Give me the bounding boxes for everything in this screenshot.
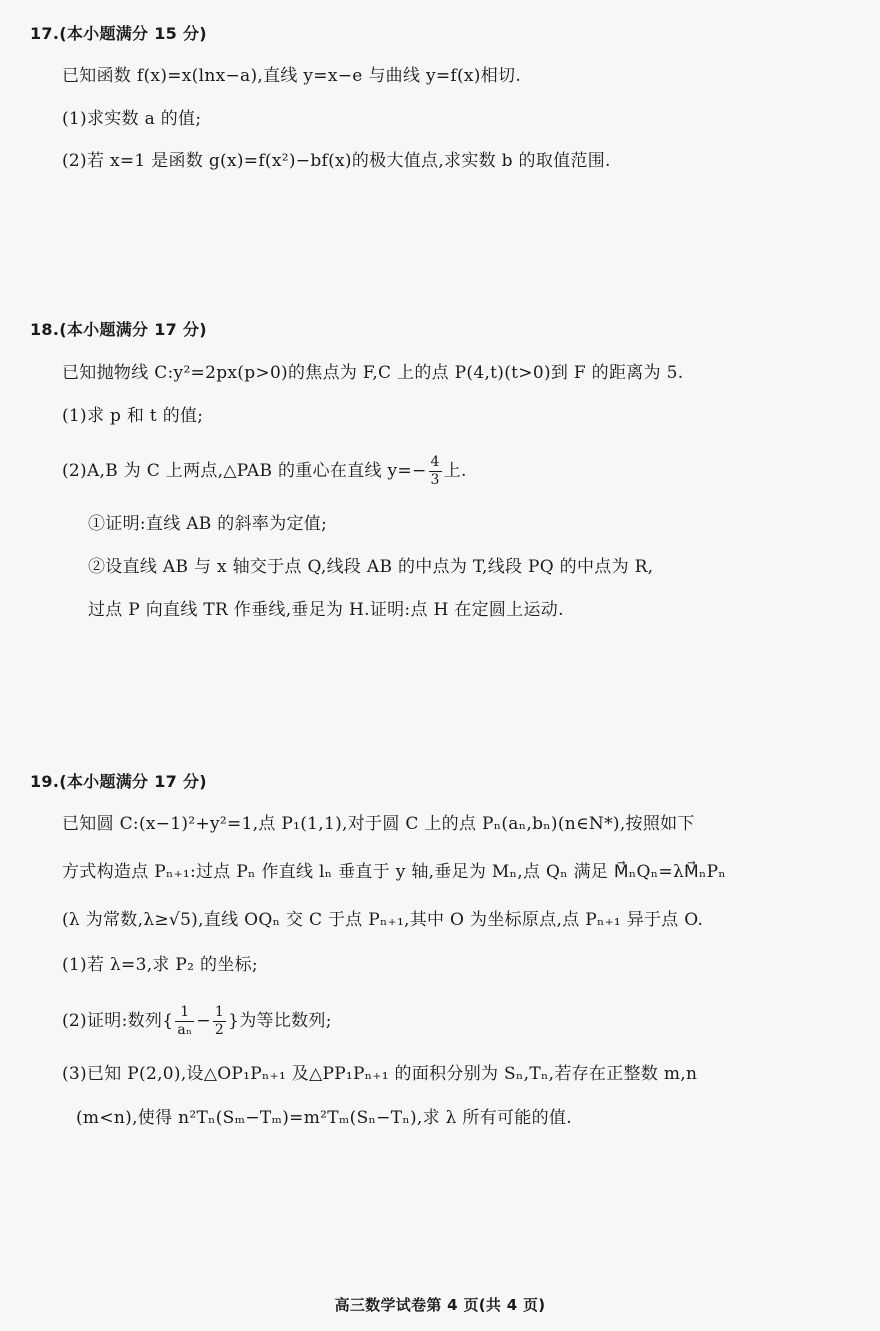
q18-part2-fraction <box>429 454 442 489</box>
q18-part2 <box>62 454 467 489</box>
q18-stem: 已知抛物线 C:y²=2px(p>0)的焦点为 F,C 上的点 P(4,t)(t>0)到 F 的距离为 5. <box>62 363 684 383</box>
q17-part2: (2)若 x=1 是函数 g(x)=f(x²)−bf(x)的极大值点,求实数 b 的取值范围. <box>62 151 611 171</box>
q19-part2-post: }为等比数列; <box>228 1011 332 1031</box>
q19-part3-line1: (3)已知 P(2,0),设△OP₁Pₙ₊₁ 及△PP₁Pₙ₊₁ 的面积分别为 Sₙ,Tₙ,若存在正整数 m,n <box>62 1064 698 1084</box>
q17-heading: 17.(本小题满分 15 分) <box>30 24 207 43</box>
fraction-numerator: 4 <box>430 454 440 470</box>
fraction-numerator: 1 <box>175 1004 194 1022</box>
q19-stem-line3: (λ 为常数,λ≥√5),直线 OQₙ 交 C 于点 Pₙ₊₁,其中 O 为坐标原点,点 Pₙ₊₁ 异于点 O. <box>62 910 704 930</box>
fraction-denominator: 2 <box>214 1022 225 1038</box>
q18-heading: 18.(本小题满分 17 分) <box>30 320 207 339</box>
q18-sub1: ①证明:直线 AB 的斜率为定值; <box>88 514 328 534</box>
q19-heading: 19.(本小题满分 17 分) <box>30 772 207 791</box>
q19-part1: (1)若 λ=3,求 P₂ 的坐标; <box>62 955 258 975</box>
q18-sub2-line2: 过点 P 向直线 TR 作垂线,垂足为 H.证明:点 H 在定圆上运动. <box>88 600 564 620</box>
q19-stem-line1: 已知圆 C:(x−1)²+y²=1,点 P₁(1,1),对于圆 C 上的点 Pₙ(aₙ,bₙ)(n∈N*),按照如下 <box>62 814 695 834</box>
q19-part2-fraction2 <box>213 1004 226 1039</box>
q19-part3-line2: (m<n),使得 n²Tₙ(Sₘ−Tₘ)=m²Tₘ(Sₙ−Tₙ),求 λ 所有可能的值. <box>76 1108 572 1128</box>
q18-part2-pre: (2)A,B 为 C 上两点,△PAB 的重心在直线 y=− <box>62 461 427 481</box>
q19-part2-pre: (2)证明:数列{ <box>62 1011 174 1031</box>
fraction-denominator: 3 <box>430 472 440 488</box>
q18-part2-post: 上. <box>443 461 467 481</box>
fraction-numerator: 1 <box>214 1004 225 1020</box>
q17-part1: (1)求实数 a 的值; <box>62 109 202 129</box>
minus-sign: − <box>196 1011 211 1031</box>
fraction-denominator: aₙ <box>177 1022 193 1038</box>
q18-part1: (1)求 p 和 t 的值; <box>62 406 204 426</box>
q17-stem: 已知函数 f(x)=x(lnx−a),直线 y=x−e 与曲线 y=f(x)相切. <box>62 66 522 86</box>
q19-part2 <box>62 1004 332 1039</box>
q19-stem-line2: 方式构造点 Pₙ₊₁:过点 Pₙ 作直线 lₙ 垂直于 y 轴,垂足为 Mₙ,点 Qₙ 满足 M⃗ₙQₙ=λM⃗ₙPₙ <box>62 862 727 882</box>
page-footer: 高三数学试卷第 4 页(共 4 页) <box>334 1296 546 1314</box>
q19-part2-fraction1 <box>175 1004 194 1039</box>
q18-sub2-line1: ②设直线 AB 与 x 轴交于点 Q,线段 AB 的中点为 T,线段 PQ 的中点为 R, <box>88 557 654 577</box>
